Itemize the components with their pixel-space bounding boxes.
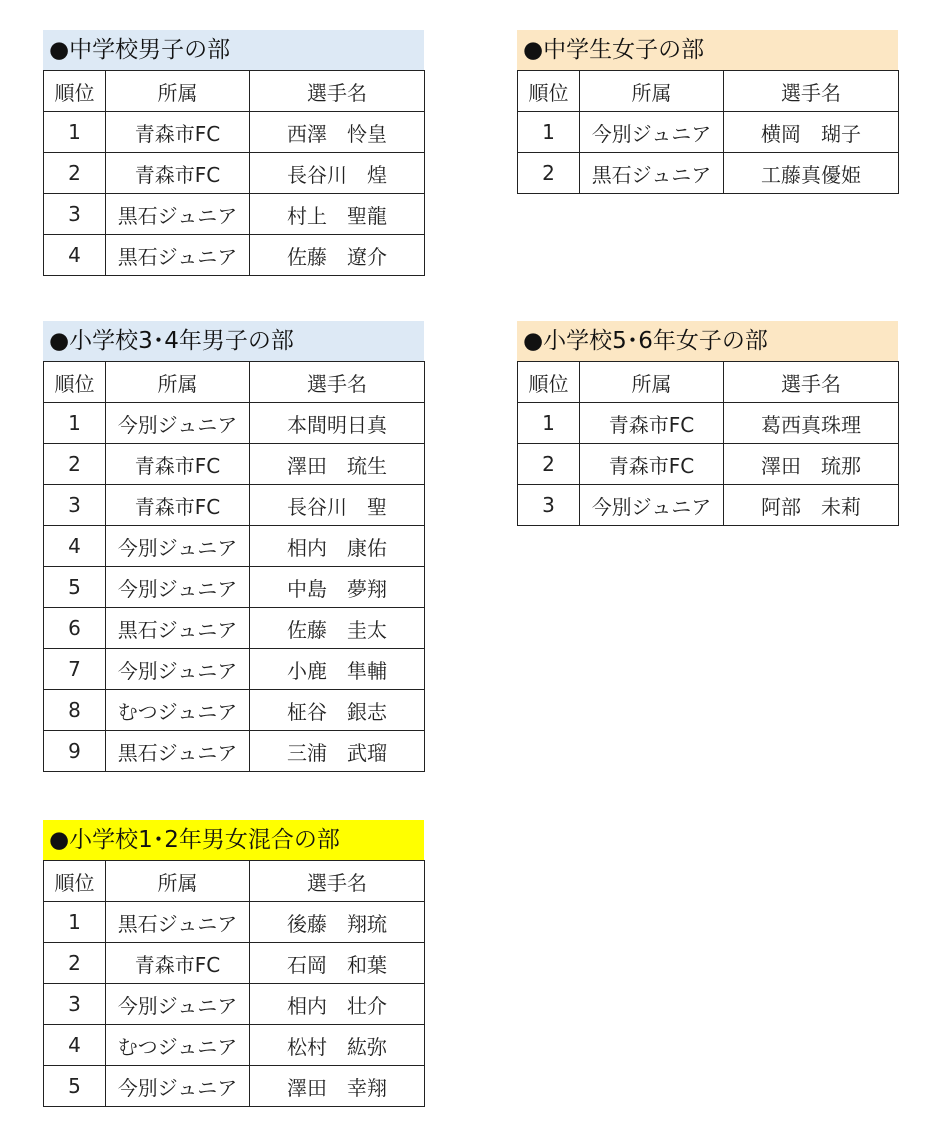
player-cell: 柾谷 銀志 <box>250 690 425 731</box>
table-row <box>44 112 425 153</box>
team-cell: 今別ジュニア <box>106 526 250 567</box>
player-cell: 後藤 翔琉 <box>250 902 425 943</box>
results-table <box>517 361 899 526</box>
player-cell: 澤田 幸翔 <box>250 1066 425 1107</box>
rank-cell: 4 <box>44 1025 106 1066</box>
team-cell: 青森市FC <box>580 403 724 444</box>
table-block-jhs-girls <box>517 30 898 194</box>
table-header-row <box>44 362 425 403</box>
player-cell: 工藤真優姫 <box>724 153 899 194</box>
rank-cell: 2 <box>518 153 580 194</box>
header-rank: 順位 <box>44 861 106 902</box>
team-cell: 黒石ジュニア <box>106 608 250 649</box>
player-cell: 葛西真珠理 <box>724 403 899 444</box>
team-cell: 黒石ジュニア <box>106 194 250 235</box>
rank-cell: 2 <box>518 444 580 485</box>
player-cell: 本間明日真 <box>250 403 425 444</box>
team-cell: 今別ジュニア <box>106 1066 250 1107</box>
table-block-es56-girls <box>517 321 898 526</box>
player-cell: 澤田 琉那 <box>724 444 899 485</box>
player-cell: 相内 康佑 <box>250 526 425 567</box>
table-row <box>518 485 899 526</box>
player-cell: 小鹿 隼輔 <box>250 649 425 690</box>
table-row <box>44 984 425 1025</box>
header-rank: 順位 <box>44 362 106 403</box>
rank-cell: 5 <box>44 1066 106 1107</box>
team-cell: 今別ジュニア <box>580 112 724 153</box>
team-cell: むつジュニア <box>106 690 250 731</box>
rank-cell: 3 <box>44 984 106 1025</box>
table-block-es34-boys <box>43 321 424 772</box>
team-cell: 今別ジュニア <box>106 403 250 444</box>
rank-cell: 6 <box>44 608 106 649</box>
table-row <box>44 1025 425 1066</box>
header-rank: 順位 <box>518 71 580 112</box>
section-title: ●小学校5･6年女子の部 <box>517 321 898 361</box>
team-cell: 今別ジュニア <box>106 649 250 690</box>
team-cell: 今別ジュニア <box>580 485 724 526</box>
player-cell: 横岡 瑚子 <box>724 112 899 153</box>
header-rank: 順位 <box>44 71 106 112</box>
table-row <box>44 194 425 235</box>
header-player: 選手名 <box>250 861 425 902</box>
rank-cell: 1 <box>44 403 106 444</box>
header-team: 所属 <box>580 362 724 403</box>
table-row <box>44 731 425 772</box>
header-team: 所属 <box>106 71 250 112</box>
section-title: ●中学生女子の部 <box>517 30 898 70</box>
table-row <box>44 403 425 444</box>
rank-cell: 4 <box>44 526 106 567</box>
table-row <box>44 608 425 649</box>
results-table <box>43 361 425 772</box>
header-player: 選手名 <box>250 71 425 112</box>
header-team: 所属 <box>106 362 250 403</box>
team-cell: 青森市FC <box>106 485 250 526</box>
table-row <box>44 235 425 276</box>
rank-cell: 7 <box>44 649 106 690</box>
table-row <box>518 112 899 153</box>
player-cell: 澤田 琉生 <box>250 444 425 485</box>
rank-cell: 4 <box>44 235 106 276</box>
player-cell: 中島 夢翔 <box>250 567 425 608</box>
rank-cell: 1 <box>518 112 580 153</box>
table-header-row <box>518 71 899 112</box>
rank-cell: 9 <box>44 731 106 772</box>
results-table <box>43 860 425 1107</box>
rank-cell: 1 <box>44 902 106 943</box>
player-cell: 松村 紘弥 <box>250 1025 425 1066</box>
table-block-es12-mixed <box>43 820 424 1107</box>
rank-cell: 3 <box>44 485 106 526</box>
table-row <box>518 153 899 194</box>
header-rank: 順位 <box>518 362 580 403</box>
team-cell: 黒石ジュニア <box>106 235 250 276</box>
table-block-jhs-boys <box>43 30 424 276</box>
rank-cell: 5 <box>44 567 106 608</box>
table-row <box>44 902 425 943</box>
header-team: 所属 <box>106 861 250 902</box>
rank-cell: 1 <box>44 112 106 153</box>
player-cell: 相内 壮介 <box>250 984 425 1025</box>
team-cell: 黒石ジュニア <box>106 731 250 772</box>
table-row <box>44 153 425 194</box>
team-cell: 青森市FC <box>106 444 250 485</box>
player-cell: 佐藤 遼介 <box>250 235 425 276</box>
team-cell: 青森市FC <box>580 444 724 485</box>
player-cell: 阿部 未莉 <box>724 485 899 526</box>
team-cell: 青森市FC <box>106 112 250 153</box>
team-cell: 青森市FC <box>106 943 250 984</box>
table-row <box>44 1066 425 1107</box>
team-cell: 青森市FC <box>106 153 250 194</box>
header-player: 選手名 <box>250 362 425 403</box>
table-row <box>44 943 425 984</box>
section-title: ●小学校3･4年男子の部 <box>43 321 424 361</box>
table-row <box>44 690 425 731</box>
table-row <box>44 526 425 567</box>
player-cell: 長谷川 聖 <box>250 485 425 526</box>
table-row <box>44 649 425 690</box>
team-cell: 今別ジュニア <box>106 984 250 1025</box>
rank-cell: 2 <box>44 153 106 194</box>
rank-cell: 2 <box>44 943 106 984</box>
rank-cell: 3 <box>518 485 580 526</box>
header-player: 選手名 <box>724 71 899 112</box>
team-cell: 今別ジュニア <box>106 567 250 608</box>
team-cell: むつジュニア <box>106 1025 250 1066</box>
table-row <box>44 444 425 485</box>
team-cell: 黒石ジュニア <box>106 902 250 943</box>
results-table <box>517 70 899 194</box>
player-cell: 三浦 武瑠 <box>250 731 425 772</box>
table-row <box>518 403 899 444</box>
rank-cell: 1 <box>518 403 580 444</box>
section-title: ●中学校男子の部 <box>43 30 424 70</box>
table-header-row <box>44 861 425 902</box>
header-team: 所属 <box>580 71 724 112</box>
player-cell: 村上 聖龍 <box>250 194 425 235</box>
rank-cell: 2 <box>44 444 106 485</box>
results-table <box>43 70 425 276</box>
section-title: ●小学校1･2年男女混合の部 <box>43 820 424 860</box>
table-header-row <box>44 71 425 112</box>
player-cell: 石岡 和葉 <box>250 943 425 984</box>
table-row <box>44 567 425 608</box>
team-cell: 黒石ジュニア <box>580 153 724 194</box>
player-cell: 西澤 怜皇 <box>250 112 425 153</box>
player-cell: 佐藤 圭太 <box>250 608 425 649</box>
header-player: 選手名 <box>724 362 899 403</box>
table-header-row <box>518 362 899 403</box>
player-cell: 長谷川 煌 <box>250 153 425 194</box>
table-row <box>44 485 425 526</box>
rank-cell: 3 <box>44 194 106 235</box>
table-row <box>518 444 899 485</box>
rank-cell: 8 <box>44 690 106 731</box>
